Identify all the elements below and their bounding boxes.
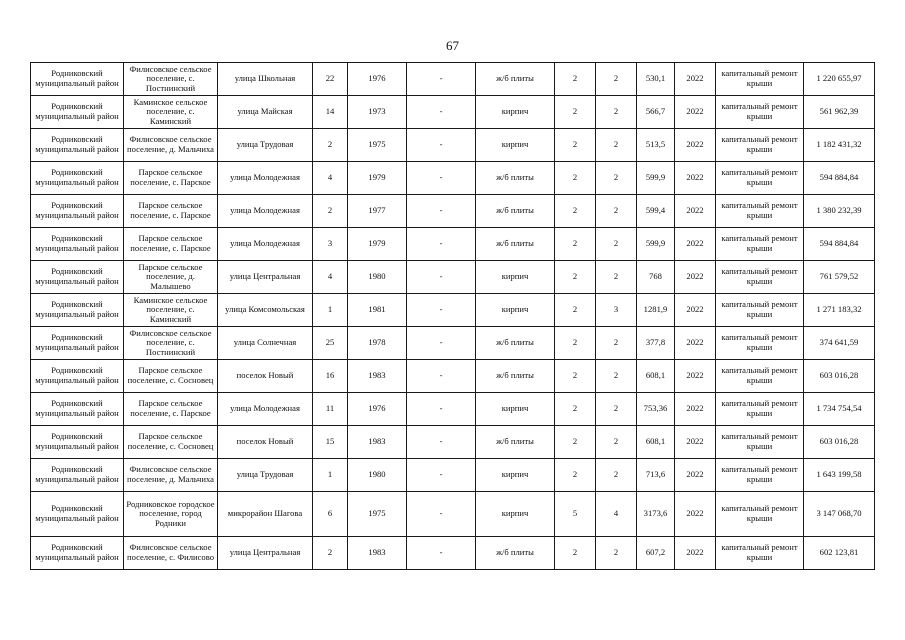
area-cell: 713,6 <box>637 459 675 492</box>
wall-material-cell: кирпич <box>476 294 555 327</box>
planned-year-cell: 2022 <box>675 360 716 393</box>
street-cell: улица Молодежная <box>218 393 313 426</box>
year-commission-cell: - <box>407 360 476 393</box>
entrances-cell: 2 <box>596 360 637 393</box>
district-cell: Родниковский муниципальный район <box>31 294 124 327</box>
area-cell: 608,1 <box>637 360 675 393</box>
wall-material-cell: ж/б плиты <box>476 228 555 261</box>
year-built-cell: 1983 <box>348 537 407 570</box>
work-type-cell: капитальный ремонт крыши <box>716 537 804 570</box>
cost-cell: 594 884,84 <box>804 228 875 261</box>
year-commission-cell: - <box>407 426 476 459</box>
district-cell: Родниковский муниципальный район <box>31 459 124 492</box>
house-number-cell: 2 <box>313 129 348 162</box>
street-cell: улица Центральная <box>218 261 313 294</box>
area-cell: 753,36 <box>637 393 675 426</box>
planned-year-cell: 2022 <box>675 129 716 162</box>
planned-year-cell: 2022 <box>675 492 716 537</box>
table-row <box>31 63 875 96</box>
street-cell: улица Трудовая <box>218 459 313 492</box>
floors-cell: 2 <box>555 294 596 327</box>
wall-material-cell: кирпич <box>476 459 555 492</box>
cost-cell: 1 380 232,39 <box>804 195 875 228</box>
wall-material-cell: ж/б плиты <box>476 63 555 96</box>
planned-year-cell: 2022 <box>675 195 716 228</box>
wall-material-cell: кирпич <box>476 96 555 129</box>
district-cell: Родниковский муниципальный район <box>31 327 124 360</box>
planned-year-cell: 2022 <box>675 327 716 360</box>
year-commission-cell: - <box>407 63 476 96</box>
entrances-cell: 2 <box>596 228 637 261</box>
street-cell: поселок Новый <box>218 360 313 393</box>
wall-material-cell: кирпич <box>476 129 555 162</box>
table-row <box>31 96 875 129</box>
settlement-cell: Филисовское сельское поселение, д. Мальчиха <box>124 459 218 492</box>
area-cell: 608,1 <box>637 426 675 459</box>
year-built-cell: 1981 <box>348 294 407 327</box>
house-number-cell: 22 <box>313 63 348 96</box>
street-cell: микрорайон Шагова <box>218 492 313 537</box>
street-cell: улица Школьная <box>218 63 313 96</box>
planned-year-cell: 2022 <box>675 459 716 492</box>
year-commission-cell: - <box>407 228 476 261</box>
street-cell: улица Трудовая <box>218 129 313 162</box>
house-number-cell: 4 <box>313 261 348 294</box>
table-row <box>31 393 875 426</box>
year-built-cell: 1979 <box>348 162 407 195</box>
year-built-cell: 1976 <box>348 393 407 426</box>
year-built-cell: 1983 <box>348 426 407 459</box>
work-type-cell: капитальный ремонт крыши <box>716 63 804 96</box>
year-built-cell: 1977 <box>348 195 407 228</box>
street-cell: улица Молодежная <box>218 228 313 261</box>
table-row <box>31 195 875 228</box>
planned-year-cell: 2022 <box>675 393 716 426</box>
work-type-cell: капитальный ремонт крыши <box>716 129 804 162</box>
floors-cell: 2 <box>555 195 596 228</box>
year-built-cell: 1980 <box>348 459 407 492</box>
wall-material-cell: кирпич <box>476 393 555 426</box>
cost-cell: 1 182 431,32 <box>804 129 875 162</box>
cost-cell: 561 962,39 <box>804 96 875 129</box>
wall-material-cell: ж/б плиты <box>476 537 555 570</box>
house-number-cell: 3 <box>313 228 348 261</box>
wall-material-cell: ж/б плиты <box>476 195 555 228</box>
entrances-cell: 2 <box>596 393 637 426</box>
area-cell: 513,5 <box>637 129 675 162</box>
work-type-cell: капитальный ремонт крыши <box>716 393 804 426</box>
settlement-cell: Парское сельское поселение, д. Малышево <box>124 261 218 294</box>
house-number-cell: 1 <box>313 459 348 492</box>
floors-cell: 5 <box>555 492 596 537</box>
entrances-cell: 2 <box>596 459 637 492</box>
year-built-cell: 1975 <box>348 129 407 162</box>
year-commission-cell: - <box>407 195 476 228</box>
floors-cell: 2 <box>555 393 596 426</box>
cost-cell: 1 220 655,97 <box>804 63 875 96</box>
house-number-cell: 15 <box>313 426 348 459</box>
entrances-cell: 2 <box>596 129 637 162</box>
area-cell: 3173,6 <box>637 492 675 537</box>
settlement-cell: Парское сельское поселение, с. Парское <box>124 228 218 261</box>
floors-cell: 2 <box>555 537 596 570</box>
cost-cell: 602 123,81 <box>804 537 875 570</box>
entrances-cell: 2 <box>596 537 637 570</box>
work-type-cell: капитальный ремонт крыши <box>716 426 804 459</box>
year-commission-cell: - <box>407 162 476 195</box>
work-type-cell: капитальный ремонт крыши <box>716 228 804 261</box>
year-built-cell: 1979 <box>348 228 407 261</box>
cost-cell: 374 641,59 <box>804 327 875 360</box>
house-number-cell: 4 <box>313 162 348 195</box>
area-cell: 599,9 <box>637 162 675 195</box>
work-type-cell: капитальный ремонт крыши <box>716 162 804 195</box>
house-number-cell: 16 <box>313 360 348 393</box>
house-number-cell: 2 <box>313 537 348 570</box>
year-commission-cell: - <box>407 327 476 360</box>
planned-year-cell: 2022 <box>675 294 716 327</box>
table-row <box>31 162 875 195</box>
planned-year-cell: 2022 <box>675 537 716 570</box>
table-row <box>31 360 875 393</box>
year-built-cell: 1976 <box>348 63 407 96</box>
planned-year-cell: 2022 <box>675 261 716 294</box>
planned-year-cell: 2022 <box>675 63 716 96</box>
cost-cell: 594 884,84 <box>804 162 875 195</box>
year-commission-cell: - <box>407 459 476 492</box>
work-type-cell: капитальный ремонт крыши <box>716 195 804 228</box>
house-number-cell: 2 <box>313 195 348 228</box>
settlement-cell: Каминское сельское поселение, с. Каминский <box>124 96 218 129</box>
table-row <box>31 426 875 459</box>
page-number: 67 <box>446 38 459 53</box>
year-commission-cell: - <box>407 261 476 294</box>
district-cell: Родниковский муниципальный район <box>31 492 124 537</box>
settlement-cell: Парское сельское поселение, с. Сосновец <box>124 360 218 393</box>
house-number-cell: 14 <box>313 96 348 129</box>
table-body <box>31 63 875 570</box>
year-built-cell: 1978 <box>348 327 407 360</box>
district-cell: Родниковский муниципальный район <box>31 162 124 195</box>
area-cell: 566,7 <box>637 96 675 129</box>
year-commission-cell: - <box>407 393 476 426</box>
area-cell: 1281,9 <box>637 294 675 327</box>
settlement-cell: Парское сельское поселение, с. Парское <box>124 162 218 195</box>
street-cell: улица Молодежная <box>218 195 313 228</box>
floors-cell: 2 <box>555 327 596 360</box>
cost-cell: 1 734 754,54 <box>804 393 875 426</box>
entrances-cell: 2 <box>596 96 637 129</box>
street-cell: улица Майская <box>218 96 313 129</box>
area-cell: 599,9 <box>637 228 675 261</box>
year-commission-cell: - <box>407 492 476 537</box>
table-row <box>31 492 875 537</box>
street-cell: улица Солнечная <box>218 327 313 360</box>
planned-year-cell: 2022 <box>675 96 716 129</box>
entrances-cell: 2 <box>596 162 637 195</box>
district-cell: Родниковский муниципальный район <box>31 96 124 129</box>
district-cell: Родниковский муниципальный район <box>31 195 124 228</box>
area-cell: 768 <box>637 261 675 294</box>
table-row <box>31 459 875 492</box>
floors-cell: 2 <box>555 228 596 261</box>
floors-cell: 2 <box>555 96 596 129</box>
area-cell: 607,2 <box>637 537 675 570</box>
district-cell: Родниковский муниципальный район <box>31 426 124 459</box>
floors-cell: 2 <box>555 129 596 162</box>
area-cell: 377,8 <box>637 327 675 360</box>
cost-cell: 1 271 183,32 <box>804 294 875 327</box>
district-cell: Родниковский муниципальный район <box>31 228 124 261</box>
wall-material-cell: ж/б плиты <box>476 360 555 393</box>
house-number-cell: 6 <box>313 492 348 537</box>
table-row <box>31 327 875 360</box>
settlement-cell: Филисовское сельское поселение, с. Постнинский <box>124 63 218 96</box>
street-cell: улица Молодежная <box>218 162 313 195</box>
entrances-cell: 2 <box>596 327 637 360</box>
settlement-cell: Каминское сельское поселение, с. Каминский <box>124 294 218 327</box>
year-built-cell: 1973 <box>348 96 407 129</box>
year-built-cell: 1983 <box>348 360 407 393</box>
entrances-cell: 4 <box>596 492 637 537</box>
planned-year-cell: 2022 <box>675 426 716 459</box>
table-row <box>31 537 875 570</box>
year-built-cell: 1980 <box>348 261 407 294</box>
district-cell: Родниковский муниципальный район <box>31 129 124 162</box>
wall-material-cell: кирпич <box>476 261 555 294</box>
area-cell: 599,4 <box>637 195 675 228</box>
settlement-cell: Парское сельское поселение, с. Парское <box>124 393 218 426</box>
table-row <box>31 294 875 327</box>
table-row <box>31 129 875 162</box>
year-commission-cell: - <box>407 96 476 129</box>
table-row <box>31 261 875 294</box>
cost-cell: 3 147 068,70 <box>804 492 875 537</box>
district-cell: Родниковский муниципальный район <box>31 393 124 426</box>
building-registry-table <box>30 62 875 570</box>
district-cell: Родниковский муниципальный район <box>31 261 124 294</box>
house-number-cell: 11 <box>313 393 348 426</box>
year-built-cell: 1975 <box>348 492 407 537</box>
floors-cell: 2 <box>555 261 596 294</box>
entrances-cell: 2 <box>596 261 637 294</box>
district-cell: Родниковский муниципальный район <box>31 360 124 393</box>
street-cell: поселок Новый <box>218 426 313 459</box>
house-number-cell: 1 <box>313 294 348 327</box>
cost-cell: 603 016,28 <box>804 360 875 393</box>
floors-cell: 2 <box>555 63 596 96</box>
entrances-cell: 2 <box>596 195 637 228</box>
table-row <box>31 228 875 261</box>
settlement-cell: Филисовское сельское поселение, с. Филисово <box>124 537 218 570</box>
settlement-cell: Филисовское сельское поселение, д. Мальчиха <box>124 129 218 162</box>
cost-cell: 603 016,28 <box>804 426 875 459</box>
district-cell: Родниковский муниципальный район <box>31 537 124 570</box>
work-type-cell: капитальный ремонт крыши <box>716 459 804 492</box>
entrances-cell: 2 <box>596 63 637 96</box>
floors-cell: 2 <box>555 162 596 195</box>
settlement-cell: Филисовское сельское поселение, с. Постнинский <box>124 327 218 360</box>
floors-cell: 2 <box>555 459 596 492</box>
year-commission-cell: - <box>407 294 476 327</box>
work-type-cell: капитальный ремонт крыши <box>716 261 804 294</box>
house-number-cell: 25 <box>313 327 348 360</box>
area-cell: 530,1 <box>637 63 675 96</box>
year-commission-cell: - <box>407 537 476 570</box>
work-type-cell: капитальный ремонт крыши <box>716 294 804 327</box>
work-type-cell: капитальный ремонт крыши <box>716 327 804 360</box>
entrances-cell: 3 <box>596 294 637 327</box>
cost-cell: 1 643 199,58 <box>804 459 875 492</box>
wall-material-cell: ж/б плиты <box>476 426 555 459</box>
district-cell: Родниковский муниципальный район <box>31 63 124 96</box>
work-type-cell: капитальный ремонт крыши <box>716 360 804 393</box>
wall-material-cell: ж/б плиты <box>476 162 555 195</box>
work-type-cell: капитальный ремонт крыши <box>716 492 804 537</box>
work-type-cell: капитальный ремонт крыши <box>716 96 804 129</box>
floors-cell: 2 <box>555 360 596 393</box>
cost-cell: 761 579,52 <box>804 261 875 294</box>
planned-year-cell: 2022 <box>675 162 716 195</box>
settlement-cell: Парское сельское поселение, с. Парское <box>124 195 218 228</box>
wall-material-cell: ж/б плиты <box>476 327 555 360</box>
planned-year-cell: 2022 <box>675 228 716 261</box>
floors-cell: 2 <box>555 426 596 459</box>
settlement-cell: Парское сельское поселение, с. Сосновец <box>124 426 218 459</box>
street-cell: улица Комсомольская <box>218 294 313 327</box>
street-cell: улица Центральная <box>218 537 313 570</box>
settlement-cell: Родниковское городское поселение, город Родники <box>124 492 218 537</box>
year-commission-cell: - <box>407 129 476 162</box>
entrances-cell: 2 <box>596 426 637 459</box>
wall-material-cell: кирпич <box>476 492 555 537</box>
